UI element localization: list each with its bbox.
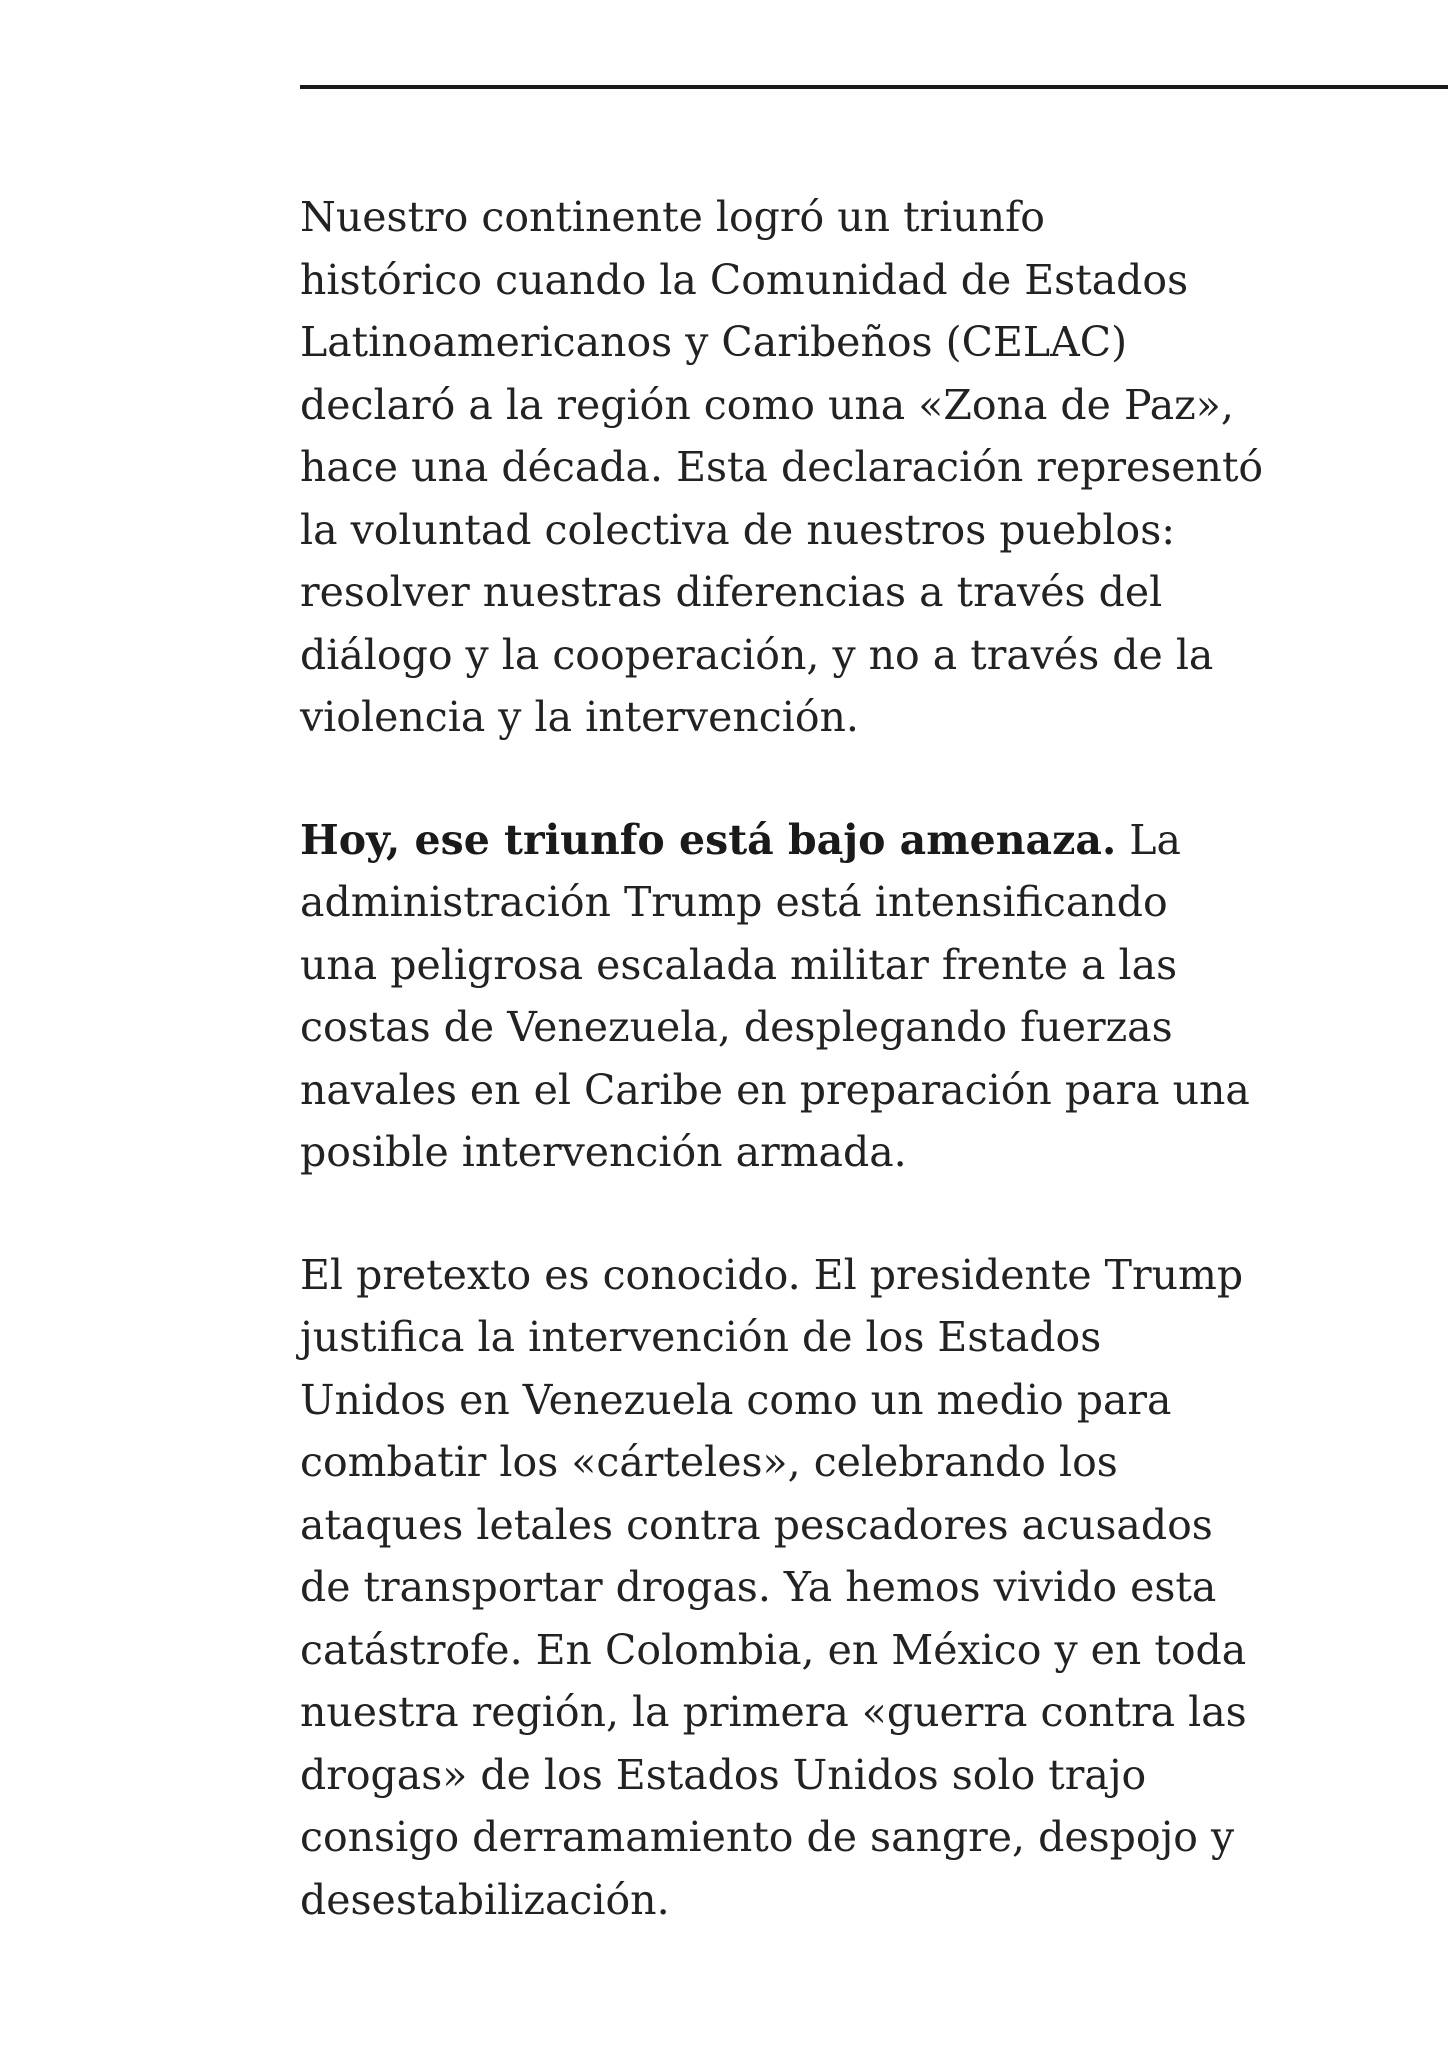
text-line: resolver nuestras diferencias a través del <box>300 568 1163 616</box>
text-line: declaró a la región como una «Zona de Paz», <box>300 380 1234 429</box>
text-line: histórico cuando la Comunidad de Estados <box>300 255 1189 304</box>
text-line: diálogo y la cooperación, y no a través de la <box>300 630 1214 679</box>
paragraph-intro <box>300 186 1300 749</box>
text-line: posible intervención armada. <box>300 1128 907 1176</box>
text-line: hace una década. Esta declaración representó <box>300 443 1264 491</box>
text-line: desestabilización. <box>300 1875 670 1924</box>
text-line: Unidos en Venezuela como un medio para <box>300 1375 1172 1424</box>
text-line: una peligrosa escalada militar frente a las <box>300 940 1178 989</box>
bold-lead-sentence: Hoy, ese triunfo está bajo amenaza. <box>300 815 1117 864</box>
paragraph-threat <box>300 809 1300 1184</box>
text-line: costas de Venezuela, desplegando fuerzas <box>300 1003 1173 1051</box>
text-line: consigo derramamiento de sangre, despojo y <box>300 1813 1235 1861</box>
text-line: catástrofe. En Colombia, en México y en toda <box>300 1625 1247 1674</box>
text-line: nuestra región, la primera «guerra contra las <box>300 1688 1247 1736</box>
paragraph-pretext <box>300 1244 1300 1932</box>
text-line: la voluntad colectiva de nuestros pueblos: <box>300 505 1176 554</box>
text-line: Latinoamericanos y Caribeños (CELAC) <box>300 318 1128 366</box>
text-line: de transportar drogas. Ya hemos vivido esta <box>300 1563 1217 1611</box>
text-line: El pretexto es conocido. El presidente Trump <box>300 1250 1244 1299</box>
text-line: justifica la intervención de los Estados <box>300 1313 1102 1361</box>
text-line: violencia y la intervención. <box>300 693 859 741</box>
text-line: combatir los «cárteles», celebrando los <box>300 1438 1118 1486</box>
top-rule-divider <box>300 85 1448 89</box>
article-body <box>300 186 1300 1931</box>
text-fragment: La <box>1116 815 1181 864</box>
text-line: administración Trump está intensificando <box>300 878 1168 926</box>
text-line: Nuestro continente logró un triunfo <box>300 193 1045 241</box>
text-line: drogas» de los Estados Unidos solo trajo <box>300 1750 1147 1799</box>
text-line <box>300 809 1300 872</box>
text-line: navales en el Caribe en preparación para una <box>300 1065 1250 1114</box>
text-line: ataques letales contra pescadores acusados <box>300 1500 1213 1549</box>
